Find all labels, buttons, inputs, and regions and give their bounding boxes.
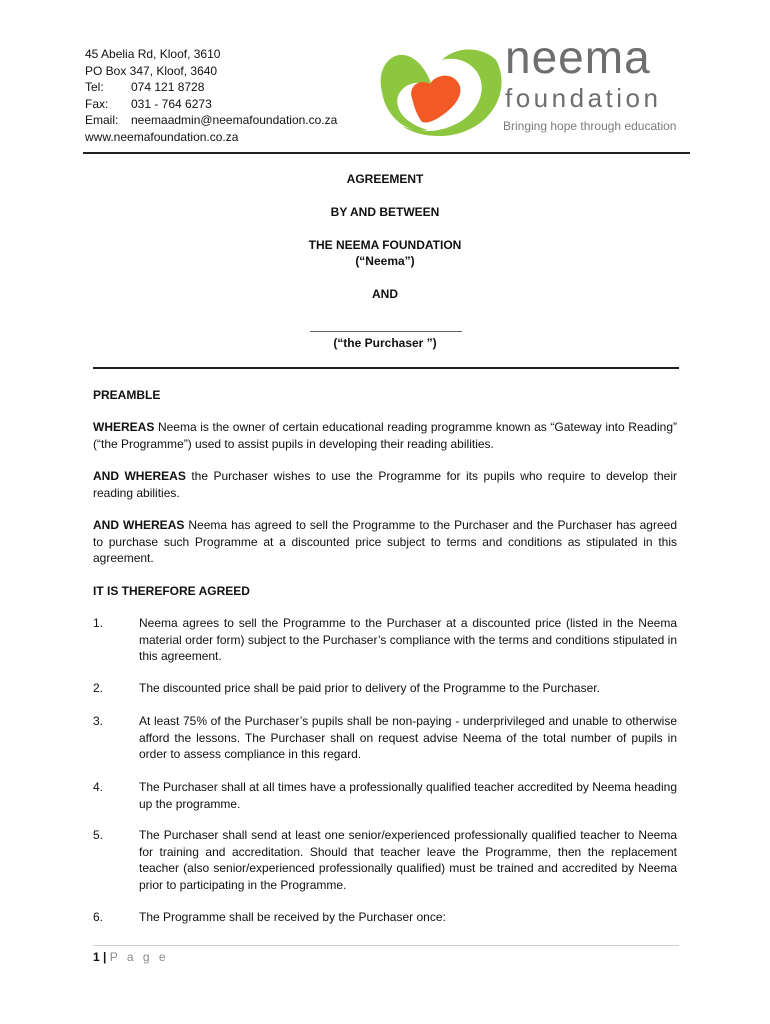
fax-row: [85, 96, 337, 113]
title-divider: [93, 367, 679, 369]
page-footer: [93, 949, 169, 965]
clause-number: 2.: [93, 681, 104, 695]
preamble-paragraph-1: [93, 419, 677, 452]
agreed-heading: IT IS THEREFORE AGREED: [93, 584, 250, 598]
fax-label: Fax:: [85, 96, 109, 111]
clause-text: The Purchaser shall at all times have a professionally qualified teacher accredited by Neema heading up the programme.: [139, 780, 677, 811]
p3-text: Neema has agreed to sell the Programme to the Purchaser and the Purchaser has agreed to purchase such Programme at a discounted price subject to terms and conditions as stipulated in this agreement.: [93, 518, 677, 565]
clause-number: 5.: [93, 828, 104, 842]
title-agreement: AGREEMENT: [346, 172, 424, 186]
tel-row: [85, 79, 337, 96]
website-link[interactable]: www.neemafoundation.co.za: [85, 129, 239, 144]
clause-number: 4.: [93, 780, 104, 794]
clause-number: 6.: [93, 910, 104, 924]
page-label: P a g e: [109, 950, 169, 964]
purchaser-name-blank[interactable]: [310, 331, 462, 332]
p2-lead: AND WHEREAS: [93, 469, 186, 483]
email-row: [85, 112, 337, 129]
title-party1-short: (“Neema”): [355, 254, 415, 268]
logo-tagline: Bringing hope through education: [503, 119, 677, 133]
address-line-2: PO Box 347, Kloof, 3640: [85, 63, 218, 78]
p2-text: the Purchaser wishes to use the Programme for its pupils who require to develop their reading abilities.: [93, 469, 677, 500]
logo-wordmark-neema: neema: [505, 31, 651, 83]
preamble-heading: PREAMBLE: [93, 388, 161, 402]
clause-number: 1.: [93, 616, 104, 630]
clause-text: The Purchaser shall send at least one senior/experienced professionally qualified teacher to Neema for training and accreditation. Should that teacher leave the Programme, then the replacement teacher (also senior/experienced professionally qualified) must be trained and accredited by Neema prior to participating in the Programme.: [139, 828, 677, 892]
title-and: AND: [372, 287, 398, 301]
clause-text: At least 75% of the Purchaser’s pupils shall be non-paying - underprivileged and unable to otherwise afford the lessons. The Purchaser shall on request advise Neema of the total number of pupils in order to assess compliance in this regard.: [139, 714, 677, 761]
clause-text: Neema agrees to sell the Programme to the Purchaser at a discounted price (listed in the Neema material order form) subject to the Purchaser’s compliance with the terms and conditions stipulated in this agreement.: [139, 616, 677, 663]
email-value[interactable]: neemaadmin@neemafoundation.co.za: [131, 113, 338, 127]
preamble-paragraph-2: [93, 468, 677, 501]
tel-value: 074 121 8728: [131, 80, 205, 94]
clause-number: 3.: [93, 714, 104, 728]
address-line-1: 45 Abelia Rd, Kloof, 3610: [85, 47, 221, 61]
preamble-paragraph-3: [93, 517, 677, 567]
title-between: BY AND BETWEEN: [330, 205, 440, 219]
header-divider: [83, 152, 690, 154]
title-party1: THE NEEMA FOUNDATION: [308, 238, 462, 252]
page-number: 1: [93, 950, 100, 964]
tel-label: Tel:: [85, 80, 104, 94]
fax-value: 031 - 764 6273: [131, 96, 212, 111]
logo-wordmark-foundation: foundation: [505, 83, 662, 113]
email-label: Email:: [85, 113, 119, 127]
clause-text: The Programme shall be received by the Purchaser once:: [139, 910, 446, 924]
p3-lead: AND WHEREAS: [93, 518, 185, 532]
footer-divider: [93, 945, 679, 946]
title-party2-short: (“the Purchaser ”): [333, 336, 437, 350]
address-block: [85, 46, 337, 145]
p1-lead: WHEREAS: [93, 420, 155, 434]
page-separator: |: [103, 950, 107, 964]
p1-text: Neema is the owner of certain educational reading programme known as “Gateway into Reading” (“the Programme”) used to assist pupils in developing their reading abilities.: [93, 420, 677, 451]
clause-text: The discounted price shall be paid prior to delivery of the Programme to the Purchaser.: [139, 681, 600, 695]
